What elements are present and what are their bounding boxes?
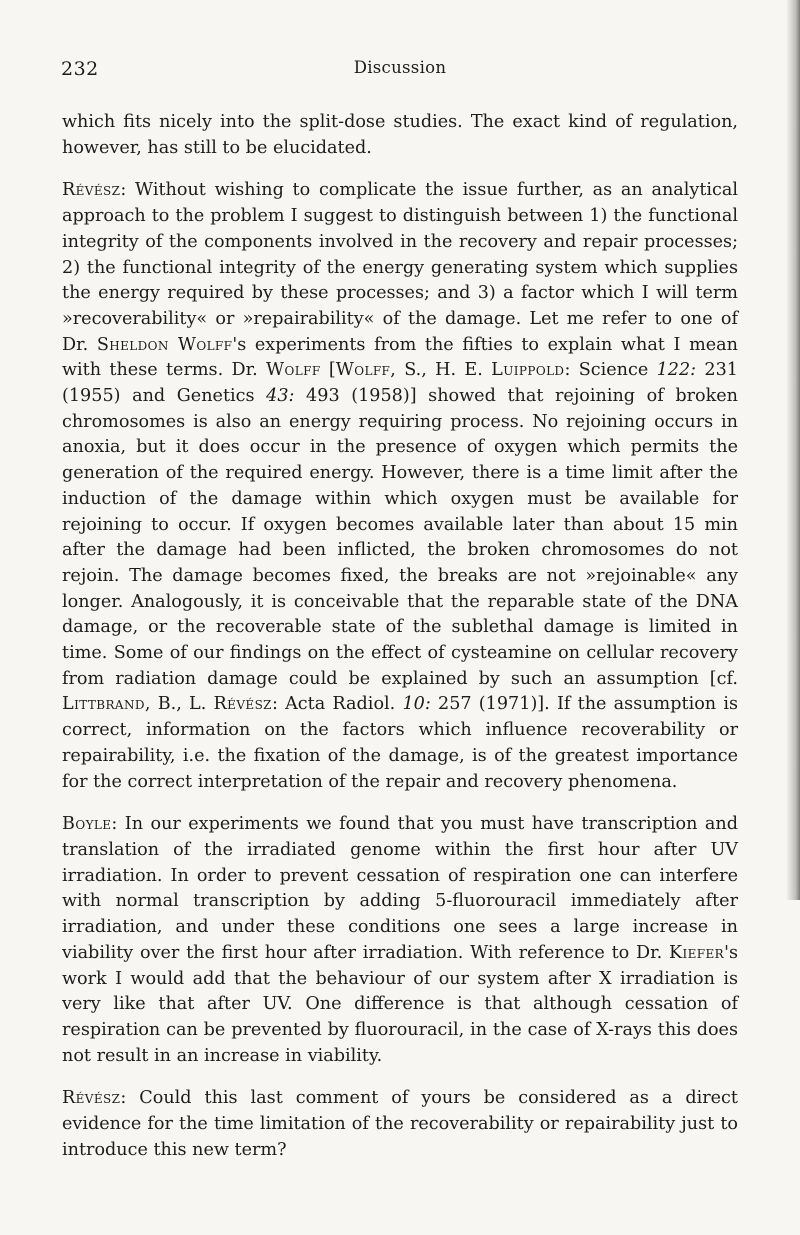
speaker-name: Boyle — [62, 814, 112, 835]
page-number: 232 — [61, 58, 99, 80]
text-run: 257 (1971)]. If the assumption is correct, information on the factors which influence recoverability or repairability, i.e. the fixation of the damage, is of the greatest importance for the correct interpretation of the repair and recovery phenomena. — [62, 694, 738, 792]
text-run: : In our experiments we found that you must have transcription and translation of the irradiated genome within the first hour after UV irradiation. In order to prevent cessation of respiration one can interfere with normal transcription by adding 5-fluorouracil immediately after irradiation, and under these conditions one sees a large increase in viability over the first hour after irradiation. With reference to Dr. — [62, 814, 738, 963]
discussion-body — [62, 110, 738, 1177]
text-run: : Acta Radiol. — [271, 694, 403, 715]
volume-number: 43: — [266, 386, 295, 407]
volume-number: 10: — [402, 694, 431, 715]
paragraph-revesz-2 — [62, 1086, 738, 1163]
paragraph-revesz-1 — [62, 178, 738, 795]
text-run: : Without wishing to complicate the issue further, as an analytical approach to the problem I suggest to distinguish between 1) the functional integrity of the components involved in the recovery and repair processes; 2) the functional integrity of the energy generating system which supplies the energy required by these processes; and 3) a factor which I will term »recoverability« or »repairability« of the damage. Let me refer to one of Dr. — [62, 180, 738, 355]
volume-number: 122: — [656, 360, 697, 381]
author-name: Wolff — [266, 360, 321, 381]
author-name: Kiefer — [668, 942, 725, 963]
paragraph-boyle — [62, 812, 738, 1069]
text-run: , B., L. — [144, 694, 214, 715]
text-run: 231 (1955) and Genetics — [62, 360, 738, 407]
text-run: : Science — [564, 360, 657, 381]
author-name: Révész — [213, 694, 272, 715]
paragraph-continuation: which fits nicely into the split-dose studies. The exact kind of regulation, however, has still to be elucidated. — [62, 112, 738, 158]
running-title: Discussion — [353, 58, 447, 77]
text-run: 493 (1958)] showed that rejoining of broken chromosomes is also an energy requiring process. No rejoining occurs in anoxia, but it does occur in the presence of oxygen which permits the generation of the required energy. However, there is a time limit after the induction of the damage within which oxygen must be available for rejoining to occur. If oxygen becomes available later than about 15 min after the damage had been inflicted, the broken chromosomes do not rejoin. The damage becomes fixed, the breaks are not »rejoinable« any longer. Analogously, it is conceivable that the reparable state of the DNA damage, or the recoverable state of the sublethal damage is limited in time. Some of our findings on the effect of cysteamine on cellular recovery from radiation damage could be explained by such an assumption [cf. — [62, 386, 738, 689]
text-run: 's work I would add that the behaviour of our system after X irradiation is very like that after UV. One difference is that although cessation of respiration can be prevented by fluorouracil, in the case of X-rays this does not result in an increase in viability. — [62, 942, 738, 1066]
author-name: Wolff — [335, 360, 391, 381]
author-name: Littbrand — [62, 694, 145, 715]
text-run: 's experiments from the fifties to explain what I mean with these terms. Dr. — [62, 334, 738, 381]
text-run: : Could this last comment of yours be considered as a direct evidence for the time limitation of the recoverability or repairability just to introduce this new term? — [62, 1088, 738, 1160]
author-name: Luippold — [491, 360, 565, 381]
speaker-name: Révész — [62, 1088, 121, 1109]
text-run: , S., H. E. — [390, 360, 492, 381]
text-run: [ — [320, 360, 336, 381]
author-name: Sheldon Wolff — [96, 334, 233, 355]
speaker-name: Révész — [62, 180, 121, 201]
page-edge-shadow — [786, 0, 800, 900]
